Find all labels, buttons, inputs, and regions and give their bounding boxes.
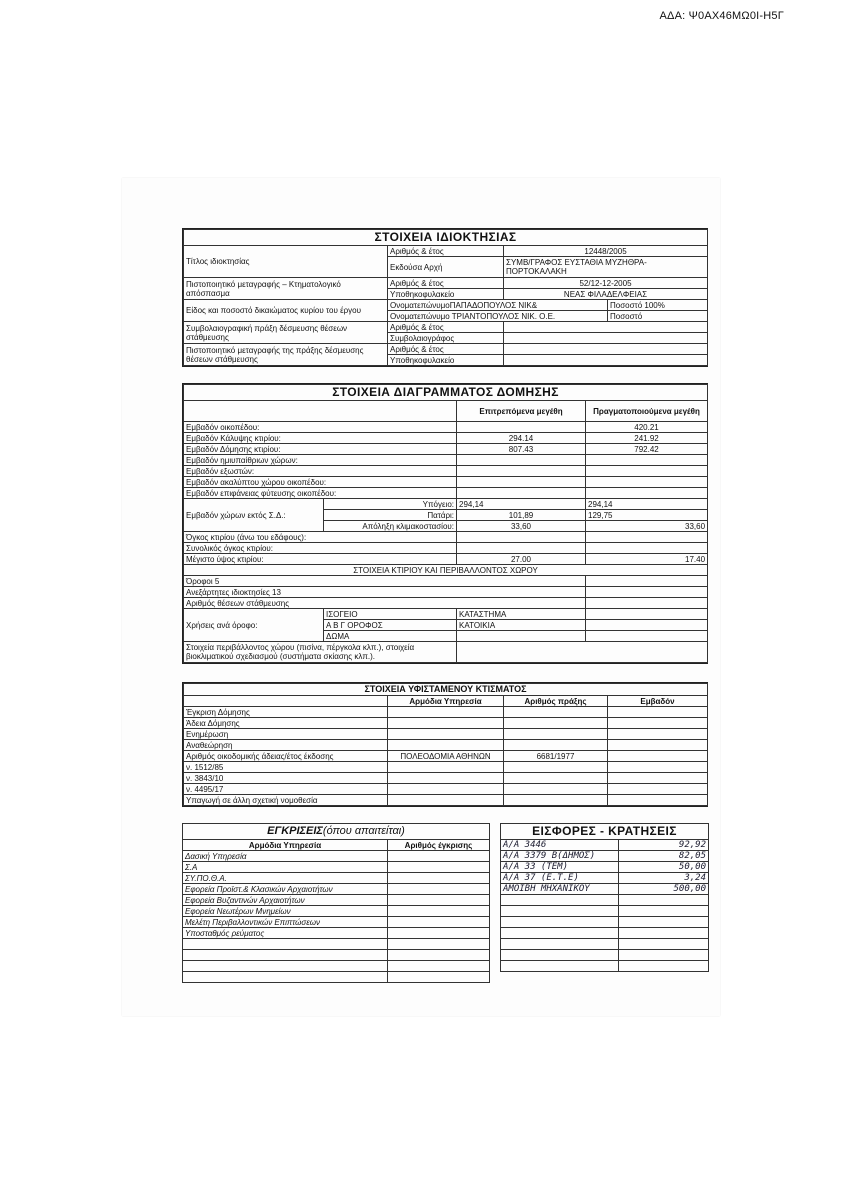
field-value: [504, 322, 708, 333]
contribution-desc: [501, 895, 619, 906]
use-floor: ΙΣΟΓΕΙΟ: [324, 609, 457, 620]
environment-label: Στοιχεία περιβάλλοντος χώρου (πισίνα, πέργκολα κλπ.), στοιχεία βιοκλιματικού σχεδιασμού (συστήματα σκίασης κλπ.).: [184, 642, 457, 663]
col-service: Αρμόδια Υπηρεσία: [183, 840, 388, 851]
diagram-row-label: Συνολικός όγκος κτιρίου:: [184, 543, 457, 554]
col-service: Αρμόδια Υπηρεσία: [388, 696, 504, 707]
approval-row: [183, 862, 490, 873]
outside-allowed: 33,60: [457, 521, 586, 532]
contribution-desc: [501, 917, 619, 928]
diagram-row-actual: [586, 543, 708, 554]
existing-row-label: Έγκριση Δόμησης: [184, 707, 388, 718]
existing-row-label: Άδεια Δόμησης: [184, 718, 388, 729]
diagram-row: [184, 554, 708, 565]
blank-cell: [457, 642, 708, 663]
contribution-amount: [619, 939, 709, 950]
field-label: Υποθηκοφυλακείο: [388, 289, 504, 300]
contribution-row: [501, 862, 709, 873]
ada-code: ΑΔΑ: Ψ0ΑΧ46ΜΩ0Ι-Η5Γ: [659, 10, 784, 22]
diagram-row: [184, 543, 708, 554]
diagram-row-actual: [586, 488, 708, 499]
col-allowed: Επιτρεπόμενα μεγέθη: [457, 401, 586, 422]
diagram-row-actual: 241.92: [586, 433, 708, 444]
col-actual: Πραγματοποιούμενα μεγέθη: [586, 401, 708, 422]
approval-row: [183, 950, 490, 961]
approval-row: [183, 972, 490, 983]
existing-row-service: [388, 773, 504, 784]
contribution-amount: [619, 961, 709, 972]
outside-sub: Απόληξη κλιμακοστασίου:: [324, 521, 457, 532]
outside-sub: Πατάρι:: [324, 510, 457, 521]
contribution-amount: 82,05: [619, 851, 709, 862]
existing-row-service: [388, 707, 504, 718]
use-floor: Α Β Γ ΟΡΟΦΟΣ: [324, 620, 457, 631]
contribution-row: [501, 895, 709, 906]
existing-section: [182, 682, 708, 807]
parking-spaces: Αριθμός θέσεων στάθμευσης: [184, 598, 586, 609]
contribution-amount: 500,00: [619, 884, 709, 895]
diagram-row-allowed: [457, 532, 586, 543]
approval-number: [388, 862, 490, 873]
approval-row: [183, 873, 490, 884]
diagram-header-blank: [184, 401, 457, 422]
parking-deed-label: Συμβολαιογραφική πράξη δέσμευσης θέσεων στάθμευσης: [184, 322, 388, 344]
approval-row: [183, 895, 490, 906]
approval-number: [388, 884, 490, 895]
diagram-row-label: Εμβαδόν επιφάνειας φύτευσης οικοπέδου:: [184, 488, 457, 499]
approval-number: [388, 939, 490, 950]
approval-service: Εφορεία Νεωτέρων Μνημείων: [183, 906, 388, 917]
contribution-desc: ΑΜΟΙΒΗ ΜΗΧΑΝΙΚΟΥ: [501, 884, 619, 895]
building-subtitle: ΣΤΟΙΧΕΙΑ ΚΤΙΡΙΟΥ ΚΑΙ ΠΕΡΙΒΑΛΛΟΝΤΟΣ ΧΩΡΟΥ: [184, 565, 708, 576]
contributions-table: [500, 823, 709, 972]
existing-row-label: ν. 4495/17: [184, 784, 388, 795]
diagram-row: [184, 422, 708, 433]
existing-table: [183, 683, 708, 806]
diagram-title: ΣΤΟΙΧΕΙΑ ΔΙΑΓΡΑΜΜΑΤΟΣ ΔΟΜΗΣΗΣ: [184, 385, 708, 401]
approval-row: [183, 961, 490, 972]
diagram-row-label: Όγκος κτιρίου (άνω του εδάφους):: [184, 532, 457, 543]
approvals-contributions-section: [182, 823, 708, 980]
owner-percent: Ποσοστό: [608, 311, 708, 322]
existing-row-act: [504, 795, 608, 806]
existing-row-label: Αναθεώρηση: [184, 740, 388, 751]
contribution-desc: [501, 928, 619, 939]
contribution-row: [501, 928, 709, 939]
existing-row-area: [608, 707, 708, 718]
contribution-amount: 50,00: [619, 862, 709, 873]
existing-row-area: [608, 740, 708, 751]
existing-row-act: [504, 784, 608, 795]
contribution-row: [501, 906, 709, 917]
floors: Όροφοι 5: [184, 576, 586, 587]
diagram-row-allowed: 807.43: [457, 444, 586, 455]
contribution-row: [501, 851, 709, 862]
diagram-row-allowed: 27.00: [457, 554, 586, 565]
contribution-amount: 92,92: [619, 840, 709, 851]
contribution-row: [501, 950, 709, 961]
contribution-amount: [619, 950, 709, 961]
diagram-row-label: Εμβαδόν ακαλύπτου χώρου οικοπέδου:: [184, 477, 457, 488]
owner-percent: Ποσοστό 100%: [608, 300, 708, 311]
existing-row-label: ν. 3843/10: [184, 773, 388, 784]
diagram-section: [182, 383, 708, 664]
existing-row-label: Ενημέρωση: [184, 729, 388, 740]
diagram-row-allowed: [457, 543, 586, 554]
existing-row: [184, 740, 708, 751]
existing-row-service: [388, 762, 504, 773]
diagram-row-actual: 420.21: [586, 422, 708, 433]
contribution-row: [501, 961, 709, 972]
approval-service: [183, 972, 388, 983]
contribution-desc: Α/Α 33 (ΤΕΜ): [501, 862, 619, 873]
field-label: Αριθμός & έτος: [388, 344, 504, 355]
owner-name: Ονοματεπώνυμο ΤΡΙΑΝΤΟΠΟΥΛΟΣ ΝΙΚ. Ο.Ε.: [388, 311, 608, 322]
diagram-row-actual: 17.40: [586, 554, 708, 565]
contribution-row: [501, 840, 709, 851]
col-act: Αριθμός πράξης: [504, 696, 608, 707]
diagram-row-allowed: [457, 422, 586, 433]
col-area: Εμβαδόν: [608, 696, 708, 707]
existing-row-act: [504, 729, 608, 740]
approvals-title: ΕΓΚΡΙΣΕΙΣ: [267, 825, 323, 837]
existing-row: [184, 751, 708, 762]
approval-number: [388, 851, 490, 862]
blank-cell: [586, 620, 708, 631]
approval-row: [183, 851, 490, 862]
ownership-title: ΣΤΟΙΧΕΙΑ ΙΔΙΟΚΤΗΣΙΑΣ: [184, 230, 708, 246]
contribution-amount: 3,24: [619, 873, 709, 884]
field-value: 12448/2005: [504, 246, 708, 257]
outside-sub: Υπόγειο:: [324, 499, 457, 510]
existing-row: [184, 718, 708, 729]
diagram-table: [183, 384, 708, 663]
existing-row-area: [608, 718, 708, 729]
field-value: [504, 355, 708, 366]
diagram-row-allowed: [457, 455, 586, 466]
field-value: [504, 333, 708, 344]
diagram-row: [184, 466, 708, 477]
diagram-row-allowed: [457, 488, 586, 499]
approval-number: [388, 895, 490, 906]
diagram-row: [184, 433, 708, 444]
field-label: Εκδούσα Αρχή: [388, 257, 504, 278]
approval-number: [388, 961, 490, 972]
approval-number: [388, 906, 490, 917]
existing-row: [184, 784, 708, 795]
existing-row-area: [608, 784, 708, 795]
field-label: Αριθμός & έτος: [388, 322, 504, 333]
diagram-row-actual: [586, 455, 708, 466]
approval-row: [183, 928, 490, 939]
field-value: ΝΕΑΣ ΦΙΛΑΔΕΛΦΕΙΑΣ: [504, 289, 708, 300]
existing-row-service: [388, 740, 504, 751]
approvals-table: [182, 823, 490, 983]
field-label: Υποθηκοφυλακείο: [388, 355, 504, 366]
diagram-row: [184, 444, 708, 455]
uses-label: Χρήσεις ανά όροφο:: [184, 609, 324, 642]
contributions-title: ΕΙΣΦΟΡΕΣ - ΚΡΑΤΗΣΕΙΣ: [501, 824, 709, 840]
approval-service: [183, 939, 388, 950]
existing-row-area: [608, 762, 708, 773]
contribution-amount: [619, 928, 709, 939]
diagram-row: [184, 488, 708, 499]
existing-row: [184, 762, 708, 773]
use-type: [457, 631, 586, 642]
contribution-desc: [501, 961, 619, 972]
col-number: Αριθμός έγκρισης: [388, 840, 490, 851]
approval-row: [183, 884, 490, 895]
approval-service: [183, 961, 388, 972]
existing-row-act: [504, 762, 608, 773]
existing-row: [184, 707, 708, 718]
approval-service: ΣΥ.ΠΟ.Θ.Α.: [183, 873, 388, 884]
existing-row-area: [608, 751, 708, 762]
contribution-desc: Α/Α 37 (Ε.Τ.Ε): [501, 873, 619, 884]
existing-title: ΣΤΟΙΧΕΙΑ ΥΦΙΣΤΑΜΕΝΟΥ ΚΤΙΣΜΑΤΟΣ: [184, 684, 708, 696]
outside-actual: 294,14: [586, 499, 708, 510]
blank-cell: [586, 587, 708, 598]
approval-service: Δασική Υπηρεσία: [183, 851, 388, 862]
diagram-row-label: Εμβαδόν Κάλυψης κτιρίου:: [184, 433, 457, 444]
contribution-desc: Α/Α 3379 Β(ΔΗΜΟΣ): [501, 851, 619, 862]
existing-header-blank: [184, 696, 388, 707]
contribution-desc: [501, 906, 619, 917]
approval-service: Εφορεία Προϊστ.& Κλασικών Αρχαιοτήτων: [183, 884, 388, 895]
diagram-row-label: Μέγιστο ύψος κτιρίου:: [184, 554, 457, 565]
existing-row: [184, 773, 708, 784]
use-type: ΚΑΤΟΙΚΙΑ: [457, 620, 586, 631]
existing-row-service: [388, 729, 504, 740]
diagram-row: [184, 477, 708, 488]
diagram-row: [184, 455, 708, 466]
ownership-table: [183, 229, 708, 366]
approval-row: [183, 939, 490, 950]
blank-cell: [586, 576, 708, 587]
contribution-amount: [619, 906, 709, 917]
contribution-desc: [501, 950, 619, 961]
contribution-row: [501, 884, 709, 895]
approval-number: [388, 972, 490, 983]
contribution-amount: [619, 895, 709, 906]
diagram-row-actual: [586, 532, 708, 543]
title-deed-label: Τίτλος ιδιοκτησίας: [184, 246, 388, 278]
contribution-row: [501, 917, 709, 928]
diagram-row-actual: [586, 477, 708, 488]
contribution-amount: [619, 917, 709, 928]
existing-row-act: [504, 740, 608, 751]
existing-row-label: Υπαγωγή σε άλλη σχετική νομοθεσία: [184, 795, 388, 806]
field-label: Αριθμός & έτος: [388, 278, 504, 289]
diagram-row-allowed: [457, 477, 586, 488]
ownership-section: [182, 228, 708, 367]
existing-row-act: 6681/1977: [504, 751, 608, 762]
existing-row-area: [608, 795, 708, 806]
approval-number: [388, 917, 490, 928]
contribution-row: [501, 873, 709, 884]
existing-row-act: [504, 773, 608, 784]
blank-cell: [586, 598, 708, 609]
diagram-row-allowed: [457, 466, 586, 477]
existing-row: [184, 729, 708, 740]
approvals-title-note: (όπου απαιτείται): [322, 825, 405, 837]
outside-actual: 33,60: [586, 521, 708, 532]
field-value: [504, 344, 708, 355]
approval-service: Σ.Α: [183, 862, 388, 873]
field-value: 52/12-12-2005: [504, 278, 708, 289]
diagram-row-label: Εμβαδόν εξωστών:: [184, 466, 457, 477]
approval-number: [388, 928, 490, 939]
diagram-row: [184, 532, 708, 543]
diagram-row-label: Εμβαδόν ημιυπαίθριων χώρων:: [184, 455, 457, 466]
outside-actual: 129,75: [586, 510, 708, 521]
field-label: Συμβολαιογράφος: [388, 333, 504, 344]
blank-cell: [586, 631, 708, 642]
parking-cert-label: Πιστοποιητικό μεταγραφής της πράξης δέσμευσης θέσεων στάθμευσης: [184, 344, 388, 366]
units: Ανεξάρτητες ιδιοκτησίες 13: [184, 587, 586, 598]
outside-allowed: 101,89: [457, 510, 586, 521]
diagram-row-label: Εμβαδόν οικοπέδου:: [184, 422, 457, 433]
existing-row-act: [504, 707, 608, 718]
owner-name: ΟνοματεπώνυμοΠΑΠΑΔΟΠΟΥΛΟΣ ΝΙΚ&: [388, 300, 608, 311]
existing-row-service: ΠΟΛΕΟΔΟΜΙΑ ΑΘΗΝΩΝ: [388, 751, 504, 762]
existing-row-area: [608, 729, 708, 740]
approval-service: Μελέτη Περιβαλλοντικών Επιπτώσεων: [183, 917, 388, 928]
use-type: ΚΑΤΑΣΤΗΜΑ: [457, 609, 586, 620]
transfer-cert-label: Πιστοποιητικό μεταγραφής – Κτηματολογικό απόσπασμα: [184, 278, 388, 300]
existing-row: [184, 795, 708, 806]
contribution-desc: [501, 939, 619, 950]
approval-service: Υποσταθμός ρεύματος: [183, 928, 388, 939]
approval-number: [388, 873, 490, 884]
contribution-desc: Α/Α 3446: [501, 840, 619, 851]
existing-row-service: [388, 718, 504, 729]
approvals-title-cell: [183, 824, 490, 840]
field-label: Αριθμός & έτος: [388, 246, 504, 257]
existing-row-act: [504, 718, 608, 729]
existing-row-service: [388, 784, 504, 795]
field-value: ΣΥΜΒ/ΓΡΑΦΟΣ ΕΥΣΤΑΘΙΑ ΜΥΖΗΘΡΑ-ΠΟΡΤΟΚΑΛΑΚΗ: [504, 257, 708, 278]
existing-row-area: [608, 773, 708, 784]
approval-row: [183, 906, 490, 917]
outside-allowed: 294,14: [457, 499, 586, 510]
existing-row-service: [388, 795, 504, 806]
blank-cell: [586, 609, 708, 620]
use-floor: ΔΩΜΑ: [324, 631, 457, 642]
existing-row-label: Αριθμός οικοδομικής άδειας/έτος έκδοσης: [184, 751, 388, 762]
contribution-row: [501, 939, 709, 950]
diagram-row-actual: 792.42: [586, 444, 708, 455]
approval-service: [183, 950, 388, 961]
diagram-row-allowed: 294.14: [457, 433, 586, 444]
outside-area-label: Εμβαδόν χώρων εκτός Σ.Δ.:: [184, 499, 324, 532]
approval-service: Εφορεία Βυζαντινών Αρχαιοτήτων: [183, 895, 388, 906]
diagram-row-actual: [586, 466, 708, 477]
right-type-label: Είδος και ποσοστό δικαιώματος κυρίου του έργου: [184, 300, 388, 322]
diagram-row-label: Εμβαδόν Δόμησης κτιρίου:: [184, 444, 457, 455]
approval-row: [183, 917, 490, 928]
existing-row-label: ν. 1512/85: [184, 762, 388, 773]
approval-number: [388, 950, 490, 961]
